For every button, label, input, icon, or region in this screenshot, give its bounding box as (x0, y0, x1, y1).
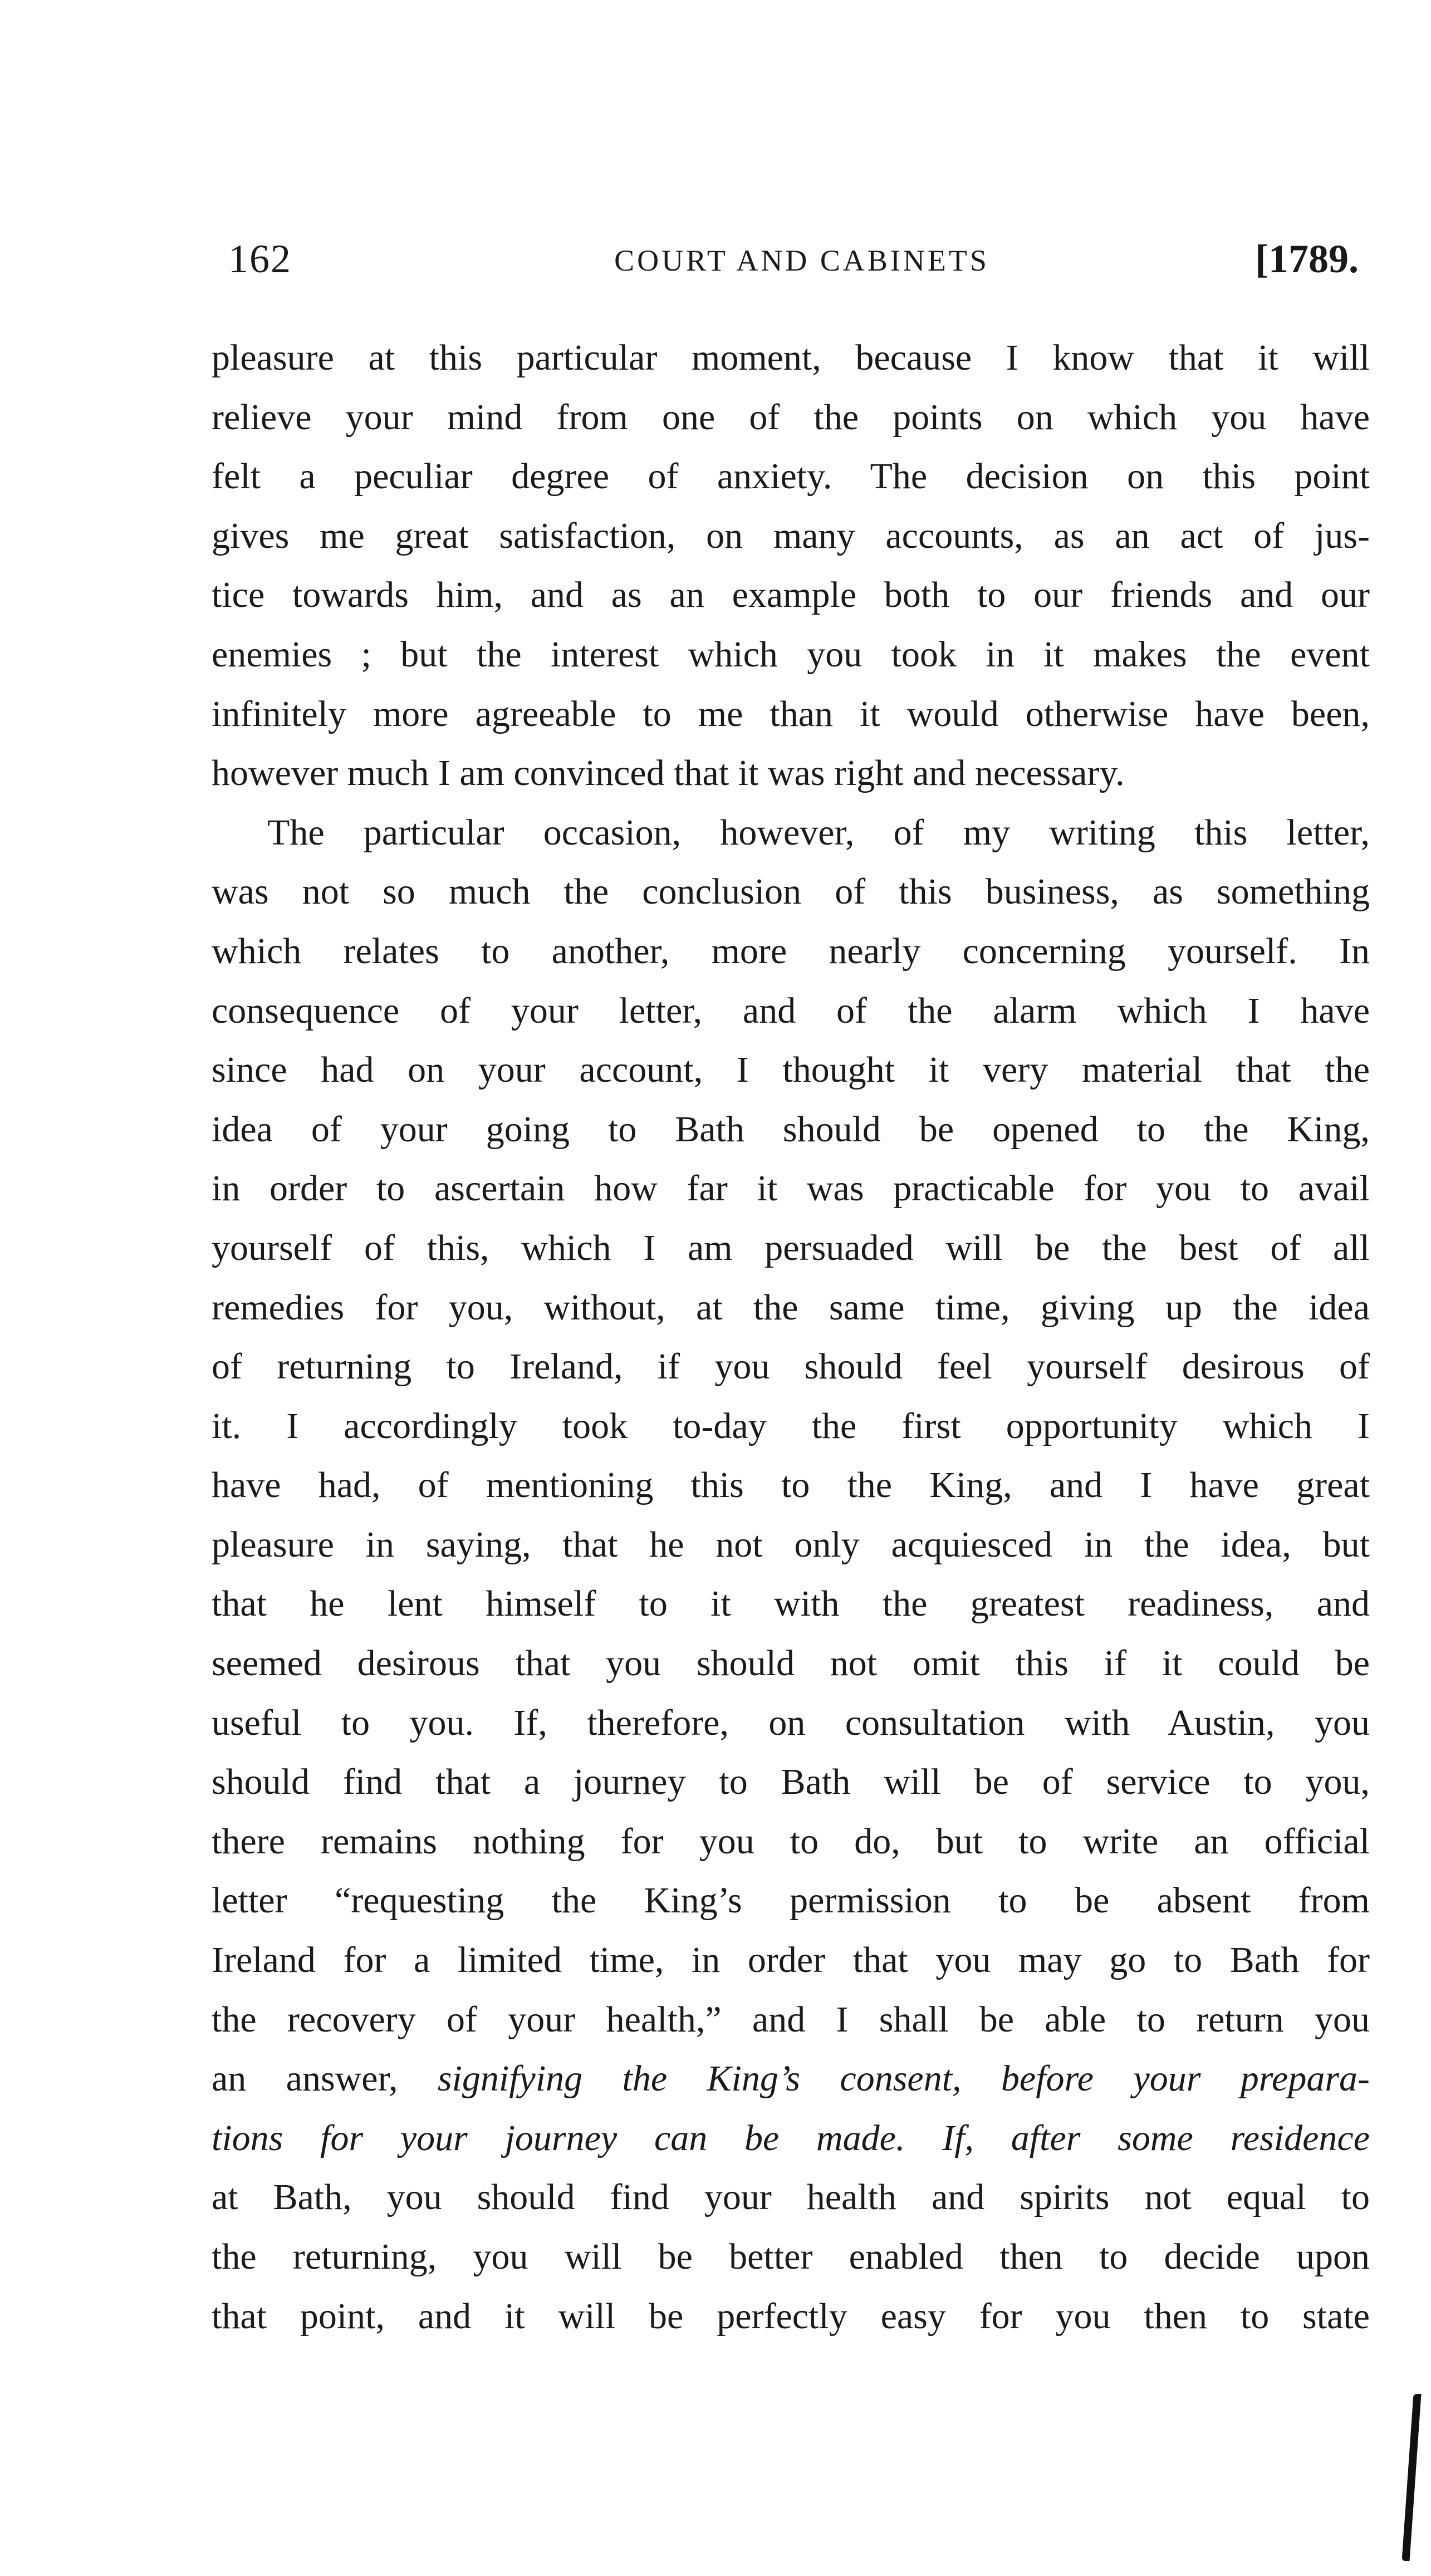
header-year: [1789. (1255, 237, 1359, 281)
text-line: have had, of mentioning this to the King, and I have great (212, 1465, 1370, 1506)
text-line: seemed desirous that you should not omit this if it could be (212, 1643, 1370, 1684)
text-line: the recovery of your health,” and I shall be able to return you (212, 1999, 1370, 2040)
text-line: of returning to Ireland, if you should feel yourself desirous of (212, 1346, 1370, 1387)
text-line: should find that a journey to Bath will be of service to you, (212, 1762, 1370, 1803)
text-line: that he lent himself to it with the greatest readiness, and (212, 1583, 1370, 1625)
italic-segment: tions for your journey can be made. (212, 2117, 905, 2158)
text-segment: an answer, (212, 2058, 438, 2099)
text-line: the returning, you will be better enabled then to decide upon (212, 2236, 1370, 2277)
text-line: idea of your going to Bath should be opened to the King, (212, 1108, 1370, 1150)
text-line: infinitely more agreeable to me than it would otherwise have been, (212, 693, 1370, 734)
text-line: relieve your mind from one of the points on which you have (212, 396, 1370, 438)
text-line: remedies for you, without, at the same time, giving up the idea (212, 1287, 1370, 1328)
text-line: letter “requesting the King’s permission to be absent from (212, 1880, 1370, 1921)
italic-segment: If, after some residence (905, 2117, 1370, 2158)
page-edge-mark (1402, 2394, 1422, 2561)
body-text (212, 328, 1370, 2346)
page-header (228, 234, 1359, 284)
text-line: however much I am convinced that it was right and necessary. (212, 753, 1125, 794)
italic-segment: signifying the King’s consent, before your prepara- (437, 2058, 1370, 2099)
text-line: at Bath, you should find your health and spirits not equal to (212, 2177, 1370, 2218)
text-line: it. I accordingly took to-day the first opportunity which I (212, 1405, 1370, 1446)
text-line (212, 2049, 1370, 2109)
text-line: pleasure in saying, that he not only acquiesced in the idea, but (212, 1524, 1370, 1565)
text-line: was not so much the conclusion of this business, as something (212, 871, 1370, 912)
running-title: COURT AND CABINETS (614, 244, 989, 277)
text-line: in order to ascertain how far it was practicable for you to avail (212, 1168, 1370, 1209)
text-line: The particular occasion, however, of my writing this letter, (267, 812, 1370, 853)
text-line: consequence of your letter, and of the alarm which I have (212, 990, 1370, 1031)
text-line: which relates to another, more nearly concerning yourself. In (212, 930, 1370, 971)
text-line: since had on your account, I thought it very material that the (212, 1049, 1370, 1091)
text-line: there remains nothing for you to do, but to write an official (212, 1821, 1370, 1862)
text-line: pleasure at this particular moment, because I know that it will (212, 337, 1370, 378)
text-line: useful to you. If, therefore, on consultation with Austin, you (212, 1702, 1370, 1743)
text-line: yourself of this, which I am persuaded will be the best of all (212, 1227, 1370, 1268)
page-number: 162 (228, 237, 292, 281)
text-line: Ireland for a limited time, in order that you may go to Bath for (212, 1940, 1370, 1981)
text-line: enemies ; but the interest which you took in it makes the event (212, 634, 1370, 675)
text-line (212, 2109, 1370, 2168)
text-line: tice towards him, and as an example both to our friends and our (212, 575, 1370, 616)
text-line: felt a peculiar degree of anxiety. The decision on this point (212, 456, 1370, 497)
text-line: gives me great satisfaction, on many accounts, as an act of jus- (212, 515, 1370, 556)
text-line: that point, and it will be perfectly easy for you then to state (212, 2295, 1370, 2337)
